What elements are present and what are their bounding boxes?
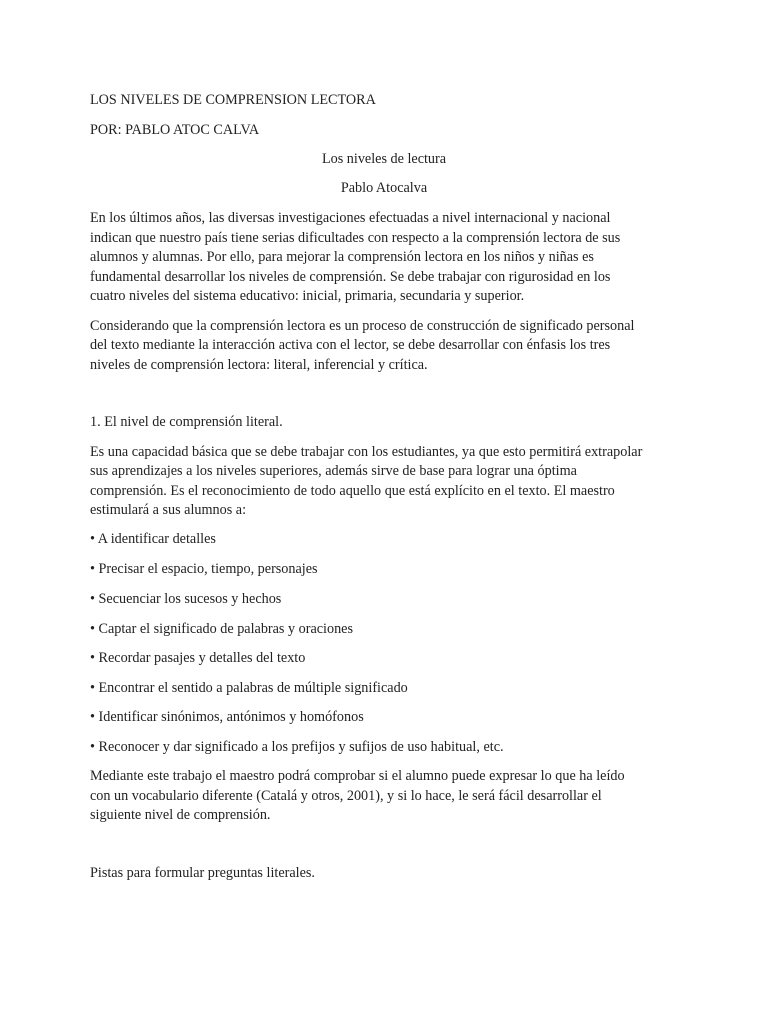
subtitle: Los niveles de lectura bbox=[321, 151, 447, 167]
paragraph-line: del texto mediante la interacción activa con el lector, se debe desarrollar con énfasis los tres bbox=[90, 337, 611, 353]
final-line: Pistas para formular preguntas literales. bbox=[90, 865, 315, 881]
paragraph-line: Es una capacidad básica que se debe trabajar con los estudiantes, ya que esto permitirá extrapolar bbox=[90, 444, 643, 460]
paragraph-line: indican que nuestro país tiene serias dificultades con respecto a la comprensión lectora de sus bbox=[90, 230, 621, 246]
list-item: • Reconocer y dar significado a los prefijos y sufijos de uso habitual, etc. bbox=[90, 739, 504, 755]
paragraph-line: En los últimos años, las diversas investigaciones efectuadas a nivel internacional y nacional bbox=[90, 210, 611, 226]
list-item: • A identificar detalles bbox=[90, 531, 216, 547]
paragraph-line: con un vocabulario diferente (Catalá y otros, 2001), y si lo hace, le será fácil desarrollar el bbox=[90, 788, 602, 804]
paragraph-line: estimulará a sus alumnos a: bbox=[90, 502, 247, 518]
paragraph-line: fundamental desarrollar los niveles de comprensión. Se debe trabajar con rigurosidad en los bbox=[90, 269, 611, 285]
list-item: • Precisar el espacio, tiempo, personajes bbox=[90, 561, 318, 577]
subtitle-author: Pablo Atocalva bbox=[340, 180, 428, 196]
author-line: POR: PABLO ATOC CALVA bbox=[90, 122, 260, 138]
paragraph-line: niveles de comprensión lectora: literal, inferencial y crítica. bbox=[90, 357, 428, 373]
paragraph-line: Mediante este trabajo el maestro podrá comprobar si el alumno puede expresar lo que ha leído bbox=[90, 768, 625, 784]
section-heading: 1. El nivel de comprensión literal. bbox=[90, 414, 283, 430]
document-title: LOS NIVELES DE COMPRENSION LECTORA bbox=[90, 92, 376, 108]
list-item: • Recordar pasajes y detalles del texto bbox=[90, 650, 306, 666]
list-item: • Secuenciar los sucesos y hechos bbox=[90, 591, 282, 607]
paragraph-line: sus aprendizajes a los niveles superiores, además sirve de base para lograr una óptima bbox=[90, 463, 577, 479]
list-item: • Identificar sinónimos, antónimos y homófonos bbox=[90, 709, 364, 725]
list-item: • Encontrar el sentido a palabras de múltiple significado bbox=[90, 680, 408, 696]
list-item: • Captar el significado de palabras y oraciones bbox=[90, 621, 354, 637]
paragraph-line: cuatro niveles del sistema educativo: inicial, primaria, secundaria y superior. bbox=[90, 288, 525, 304]
paragraph-line: alumnos y alumnas. Por ello, para mejorar la comprensión lectora en los niños y niñas es bbox=[90, 249, 594, 265]
paragraph-line: comprensión. Es el reconocimiento de todo aquello que está explícito en el texto. El maestro bbox=[90, 483, 615, 499]
paragraph-line: siguiente nivel de comprensión. bbox=[90, 807, 271, 823]
paragraph-line: Considerando que la comprensión lectora es un proceso de construcción de significado personal bbox=[90, 318, 635, 334]
